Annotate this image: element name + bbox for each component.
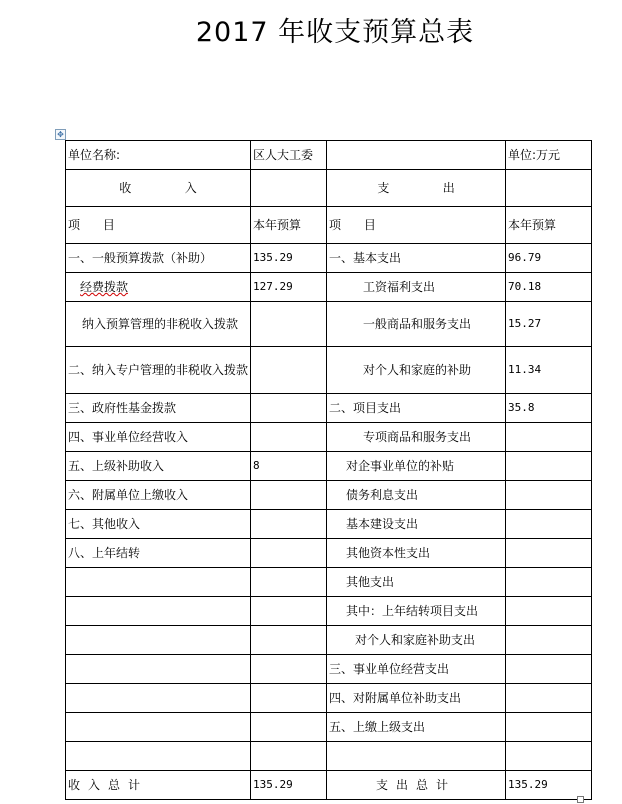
income-total-value: 135.29 <box>251 771 327 800</box>
table-row <box>66 713 592 742</box>
expense-value <box>506 539 592 568</box>
table-row <box>66 452 592 481</box>
income-value <box>251 539 327 568</box>
table-row <box>66 394 592 423</box>
table-move-handle-icon[interactable]: ✥ <box>55 129 66 140</box>
income-budget-column-header: 本年预算 <box>251 207 327 244</box>
expense-value <box>506 568 592 597</box>
income-value <box>251 481 327 510</box>
income-value <box>251 423 327 452</box>
table-row <box>66 597 592 626</box>
income-item <box>66 597 251 626</box>
income-value <box>251 302 327 347</box>
expense-item: 五、上缴上级支出 <box>327 713 506 742</box>
income-item <box>66 713 251 742</box>
income-value <box>251 510 327 539</box>
income-value: 8 <box>251 452 327 481</box>
expense-item: 四、对附属单位补助支出 <box>327 684 506 713</box>
income-item <box>66 568 251 597</box>
table-row <box>66 244 592 273</box>
expense-value <box>506 481 592 510</box>
table-row <box>66 684 592 713</box>
table-row <box>66 273 592 302</box>
income-value <box>251 568 327 597</box>
expense-item: 三、事业单位经营支出 <box>327 655 506 684</box>
empty-cell <box>506 170 592 207</box>
page-title: 2017 年收支预算总表 <box>195 17 475 48</box>
expense-value <box>506 510 592 539</box>
income-item: 六、附属单位上缴收入 <box>66 481 251 510</box>
expense-total-value: 135.29 <box>506 771 592 800</box>
table-row <box>66 510 592 539</box>
income-item-text: 经费拨款 <box>80 280 129 294</box>
income-item: 二、纳入专户管理的非税收入拨款 <box>66 347 251 394</box>
table-row <box>66 302 592 347</box>
expense-value <box>506 597 592 626</box>
expense-item: 二、项目支出 <box>327 394 506 423</box>
income-value: 135.29 <box>251 244 327 273</box>
empty-cell <box>327 141 506 170</box>
expense-item: 基本建设支出 <box>327 510 506 539</box>
expense-total-label: 支出总计 <box>327 771 506 800</box>
income-item: 八、上年结转 <box>66 539 251 568</box>
expense-value <box>506 655 592 684</box>
expense-item <box>327 742 506 771</box>
expense-item: 债务利息支出 <box>327 481 506 510</box>
table-row <box>66 481 592 510</box>
table-row <box>66 655 592 684</box>
income-value <box>251 742 327 771</box>
expense-value: 70.18 <box>506 273 592 302</box>
expense-item: 一般商品和服务支出 <box>327 302 506 347</box>
expense-item: 对企事业单位的补贴 <box>327 452 506 481</box>
unit-name-value: 区人大工委 <box>251 141 327 170</box>
income-value: 127.29 <box>251 273 327 302</box>
expense-item: 对个人和家庭补助支出 <box>327 626 506 655</box>
expense-value: 11.34 <box>506 347 592 394</box>
table-row <box>66 423 592 452</box>
income-value <box>251 394 327 423</box>
expense-value <box>506 713 592 742</box>
table-row <box>66 347 592 394</box>
table-resize-handle-icon[interactable] <box>577 796 584 803</box>
table-row-sections <box>66 170 592 207</box>
income-item <box>66 684 251 713</box>
table-row-header <box>66 141 592 170</box>
expense-section-label: 支 出 <box>377 181 455 195</box>
expense-item-column-header: 项 目 <box>327 207 506 244</box>
income-item <box>66 273 251 302</box>
unit-label: 单位:万元 <box>506 141 592 170</box>
income-item <box>66 742 251 771</box>
table-row <box>66 742 592 771</box>
expense-value <box>506 742 592 771</box>
budget-table <box>65 140 592 800</box>
expense-value: 96.79 <box>506 244 592 273</box>
expense-value <box>506 626 592 655</box>
expense-budget-column-header: 本年预算 <box>506 207 592 244</box>
income-section-label: 收 入 <box>119 181 197 195</box>
table-row <box>66 626 592 655</box>
income-value <box>251 626 327 655</box>
income-item <box>66 655 251 684</box>
income-item: 纳入预算管理的非税收入拨款 <box>66 302 251 347</box>
expense-value <box>506 452 592 481</box>
income-value <box>251 713 327 742</box>
table-row <box>66 539 592 568</box>
expense-value: 35.8 <box>506 394 592 423</box>
income-value <box>251 684 327 713</box>
income-section-header <box>66 170 251 207</box>
income-item: 一、一般预算拨款（补助） <box>66 244 251 273</box>
income-value <box>251 655 327 684</box>
income-total-label: 收入总计 <box>66 771 251 800</box>
expense-section-header <box>327 170 506 207</box>
income-item: 七、其他收入 <box>66 510 251 539</box>
expense-item: 其中：上年结转项目支出 <box>327 597 506 626</box>
income-item <box>66 626 251 655</box>
income-item: 三、政府性基金拨款 <box>66 394 251 423</box>
table-row <box>66 568 592 597</box>
unit-name-label: 单位名称: <box>66 141 251 170</box>
expense-item: 工资福利支出 <box>327 273 506 302</box>
expense-value <box>506 423 592 452</box>
table-row-columns <box>66 207 592 244</box>
income-item: 五、上级补助收入 <box>66 452 251 481</box>
empty-cell <box>251 170 327 207</box>
expense-item: 对个人和家庭的补助 <box>327 347 506 394</box>
table-row-totals <box>66 771 592 800</box>
expense-value: 15.27 <box>506 302 592 347</box>
income-value <box>251 597 327 626</box>
expense-value <box>506 684 592 713</box>
expense-item: 其他支出 <box>327 568 506 597</box>
expense-item: 一、基本支出 <box>327 244 506 273</box>
income-item-column-header: 项 目 <box>66 207 251 244</box>
income-value <box>251 347 327 394</box>
expense-item: 专项商品和服务支出 <box>327 423 506 452</box>
expense-item: 其他资本性支出 <box>327 539 506 568</box>
income-item: 四、事业单位经营收入 <box>66 423 251 452</box>
